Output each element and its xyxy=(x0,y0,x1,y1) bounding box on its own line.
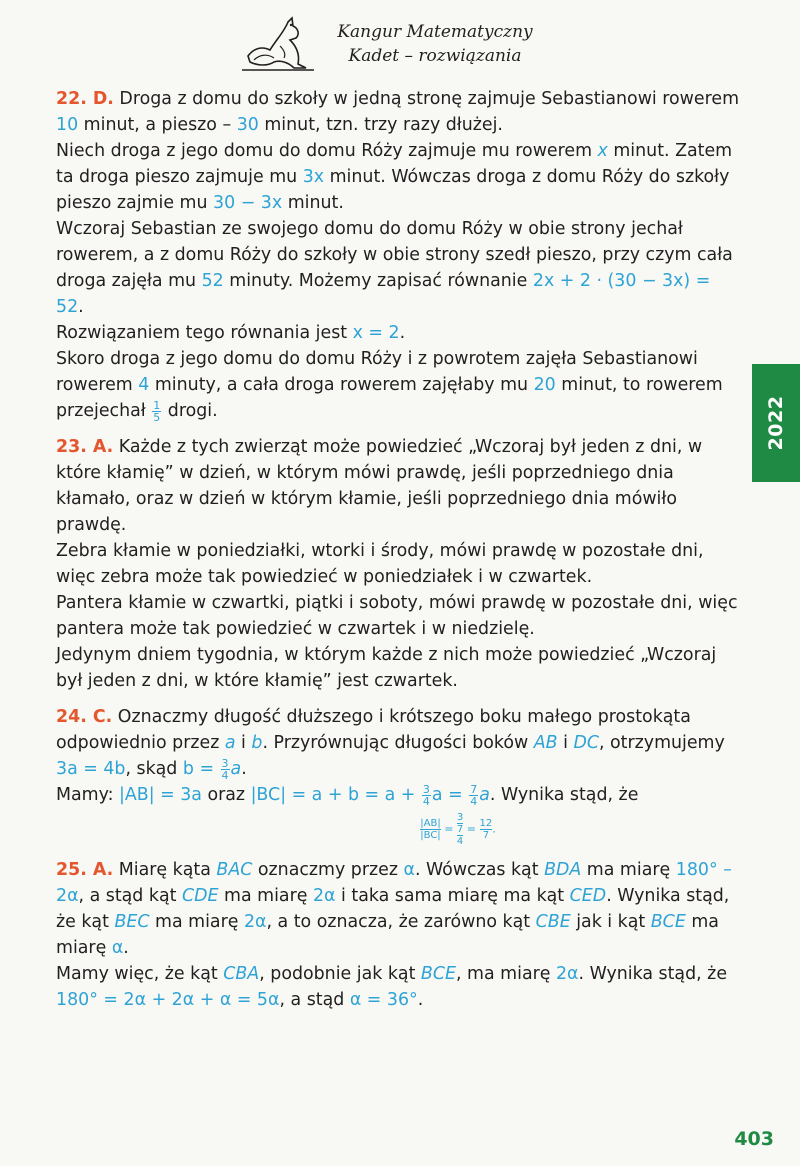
math: α xyxy=(111,938,124,958)
text: oraz xyxy=(201,785,251,805)
math: x = 2 xyxy=(352,323,400,343)
kangaroo-logo-icon xyxy=(240,16,316,72)
math: 180° – 2α xyxy=(56,860,732,906)
math: CBA xyxy=(223,964,260,984)
text: . xyxy=(78,297,84,317)
text: . xyxy=(123,938,129,958)
fraction-numerator: 3 xyxy=(221,756,229,770)
text: minuty, a cała droga rowerem zajęłaby mu xyxy=(149,375,534,395)
text: Mamy więc, że kąt xyxy=(56,964,224,984)
math: b xyxy=(251,733,263,753)
text: minut, a pieszo – xyxy=(78,115,237,135)
text: Skoro droga z jego domu do domu Róży i z powrotem zajęła Sebastianowi rowerem xyxy=(56,349,698,395)
equation: 180° = 2α + 2α + α = 5α xyxy=(56,990,280,1010)
solution-22-label: 22. D. xyxy=(56,89,114,109)
math: BAC xyxy=(216,860,253,880)
solution-22-para-2 xyxy=(56,138,740,216)
year-tab xyxy=(752,364,800,482)
math: BEC xyxy=(114,912,150,932)
text: drogi. xyxy=(162,401,218,421)
fraction-denominator: 7 xyxy=(482,830,490,841)
solution-25-para-2 xyxy=(56,961,740,1013)
header-title-line2: Kadet – rozwiązania xyxy=(348,46,522,66)
text: . Wynika stąd, że xyxy=(489,785,639,805)
equation: |AB| = 3a xyxy=(119,785,202,805)
math: 2α xyxy=(312,886,336,906)
solution-25 xyxy=(56,857,740,1013)
fraction-denominator: 4 xyxy=(456,836,464,847)
text: . xyxy=(417,990,424,1010)
math: CED xyxy=(569,886,607,906)
text: . Wynika stąd, że xyxy=(578,964,728,984)
solutions-content xyxy=(56,86,740,1023)
solution-23-para-3: Pantera kłamie w czwartki, piątki i soboty, mówi prawdę w pozostałe dni, więc pantera może tak powiedzieć w czwartek i w niedzielę. xyxy=(56,593,738,639)
text: , podobnie jak kąt xyxy=(259,964,421,984)
solution-23-label: 23. A. xyxy=(56,437,114,457)
solution-22-para-1 xyxy=(56,86,740,138)
equals: = xyxy=(463,822,480,836)
fraction xyxy=(152,400,161,423)
math: 3x xyxy=(302,167,325,187)
fraction xyxy=(480,818,493,841)
text: Miarę kąta xyxy=(113,860,217,880)
value: 4 xyxy=(138,375,150,395)
header-title-line1: Kangur Matematyczny xyxy=(337,22,533,42)
equation: |BC| = a + b = a + xyxy=(250,785,421,805)
text: Wczoraj Sebastian ze swojego domu do domu Róży w obie strony jechał rowerem, a z domu Róży do szkoły w obie strony szedł pieszo, przy czym cała droga zajęła mu xyxy=(56,219,733,291)
text: . xyxy=(241,759,247,779)
math: DC xyxy=(573,733,599,753)
fraction-numerator: 3 xyxy=(422,782,430,796)
text: minut, to rowerem przejechał xyxy=(56,375,723,421)
equation: 2x + 2 · (30 − 3x) = 52 xyxy=(56,271,711,317)
fraction-numerator: 7 xyxy=(456,824,464,835)
fraction-numerator: 3 xyxy=(456,812,464,823)
solution-23-para-2: Zebra kłamie w poniedziałki, wtorki i środy, mówi prawdę w pozostałe dni, więc zebra może tak powiedzieć w poniedziałek i w czwartek. xyxy=(56,541,704,587)
equation: α = 36° xyxy=(349,990,418,1010)
text: i xyxy=(235,733,252,753)
header-title xyxy=(330,20,540,68)
text: ma miarę xyxy=(581,860,676,880)
math: a xyxy=(224,733,236,753)
value: 30 xyxy=(236,115,259,135)
solution-24-label: 24. C. xyxy=(56,707,113,727)
solution-22-para-4 xyxy=(56,320,740,346)
math: a xyxy=(230,759,242,779)
text: oznaczmy przez xyxy=(252,860,404,880)
text: , a to oznacza, że zarówno kąt xyxy=(266,912,536,932)
fraction xyxy=(422,784,431,807)
solution-22-para-3 xyxy=(56,216,740,320)
text: i taka sama miarę ma kąt xyxy=(335,886,570,906)
math: a xyxy=(479,785,490,805)
text: i xyxy=(557,733,574,753)
value: 52 xyxy=(201,271,224,291)
equation: 3a = 4b xyxy=(56,759,126,779)
solution-24-para-1 xyxy=(56,704,740,782)
fraction-numerator: |AB| xyxy=(420,818,441,829)
solution-24-para-2 xyxy=(56,782,740,808)
math: BCE xyxy=(650,912,686,932)
fraction-denominator: 5 xyxy=(153,410,161,424)
ratio-formula xyxy=(56,812,740,847)
fraction-denominator: |BC| xyxy=(420,830,441,841)
solution-23 xyxy=(56,434,740,694)
text: , a stąd kąt xyxy=(78,886,182,906)
text: Niech droga z jego domu do domu Róży zajmuje mu rowerem xyxy=(56,141,598,161)
text: , ma miarę xyxy=(455,964,556,984)
fraction-denominator: 4 xyxy=(422,794,430,808)
text: jak i kąt xyxy=(570,912,651,932)
solution-25-label: 25. A. xyxy=(56,860,114,880)
text: minut. Wówczas droga z domu Róży do szkoły pieszo zajmie mu xyxy=(56,167,730,213)
fraction-denominator: 4 xyxy=(470,794,478,808)
text: Rozwiązaniem tego równania jest xyxy=(56,323,353,343)
solution-23-para-1 xyxy=(56,434,740,538)
solution-22-para-5 xyxy=(56,346,740,424)
equation: a = xyxy=(431,785,469,805)
text: minut. xyxy=(282,193,344,213)
equals: = xyxy=(440,822,457,836)
text: Każde z tych zwierząt może powiedzieć „Wczoraj był jeden z dni, w które kłamię” w dzień, w którym mówi prawdę, jeśli poprzedniego dnia kłamało, oraz w dzień w którym kłamie, jeśli poprzedniego dnia mówiło prawdę. xyxy=(56,437,703,535)
text: , skąd xyxy=(125,759,183,779)
text: minuty. Możemy zapisać równanie xyxy=(223,271,533,291)
fraction xyxy=(221,758,230,781)
fraction xyxy=(420,818,440,841)
page-header xyxy=(240,14,560,74)
fraction xyxy=(469,784,478,807)
text: , a stąd xyxy=(279,990,350,1010)
text: Mamy: xyxy=(56,785,120,805)
math: x xyxy=(597,141,608,161)
text: . xyxy=(399,323,406,343)
text: Droga z domu do szkoły w jedną stronę zajmuje Sebastianowi rowerem xyxy=(113,89,740,109)
text: ma miarę xyxy=(56,912,719,958)
fraction-denominator: 4 xyxy=(221,768,229,782)
text: . Przyrównując długości boków xyxy=(262,733,534,753)
text: . Wynika stąd, że kąt xyxy=(56,886,730,932)
math: CBE xyxy=(535,912,571,932)
year-tab-label: 2022 xyxy=(765,395,787,451)
value: 10 xyxy=(56,115,79,135)
page-number: 403 xyxy=(734,1128,774,1150)
math: 30 − 3x xyxy=(213,193,283,213)
fraction-numerator: 1 xyxy=(153,398,161,412)
math: 2α xyxy=(243,912,267,932)
text: ma miarę xyxy=(149,912,244,932)
period: . xyxy=(492,822,496,836)
math: α xyxy=(403,860,415,880)
solution-25-para-1 xyxy=(56,857,740,961)
text: , otrzymujemy xyxy=(598,733,725,753)
math: BCE xyxy=(420,964,456,984)
math: BDA xyxy=(544,860,582,880)
text: minut, tzn. trzy razy dłużej. xyxy=(258,115,503,135)
solution-24 xyxy=(56,704,740,847)
value: 20 xyxy=(533,375,556,395)
text: . Wówczas kąt xyxy=(414,860,545,880)
equation: b = xyxy=(182,759,220,779)
fraction-numerator: 7 xyxy=(470,782,478,796)
fraction-numerator: 12 xyxy=(479,818,493,829)
text: minut. Zatem ta droga pieszo zajmuje mu xyxy=(56,141,733,187)
text: ma miarę xyxy=(218,886,313,906)
text: Oznaczmy długość dłuższego i krótszego boku małego prostokąta odpowiednio przez xyxy=(56,707,691,753)
solution-23-para-4: Jedynym dniem tygodnia, w którym każde z nich może powiedzieć „Wczoraj był jeden z dni, w które kłamię” jest czwartek. xyxy=(56,645,717,691)
math: AB xyxy=(533,733,558,753)
math: 2α xyxy=(555,964,579,984)
math: CDE xyxy=(181,886,219,906)
solution-22 xyxy=(56,86,740,424)
